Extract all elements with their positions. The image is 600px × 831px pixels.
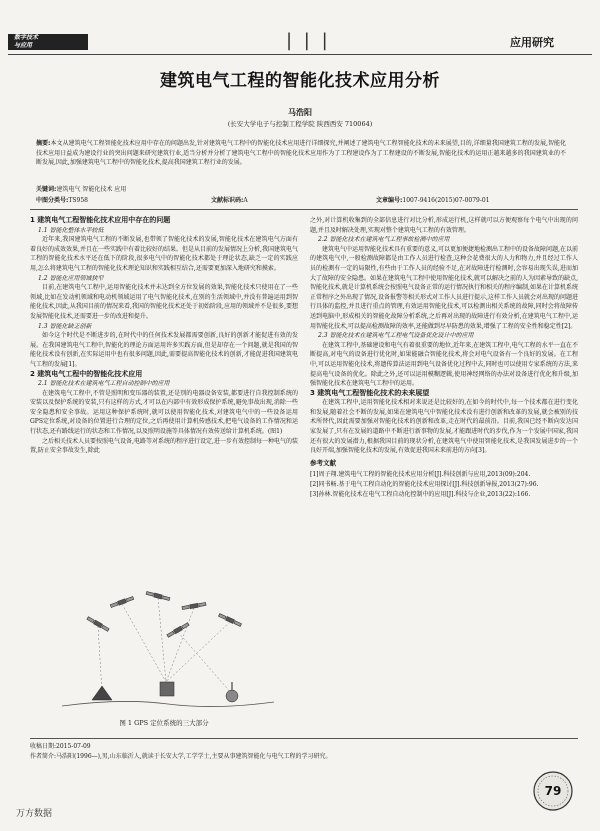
watermark: 万方数据 (16, 809, 53, 819)
gps-figure (62, 590, 274, 714)
author-bio: 作者简介:马浩阳(1996—),男,山东临沂人,就读于长安大学,工学学士,主要从事建筑智能化与电气工程的学习研究。 (30, 752, 332, 760)
paragraph: 如今这个时代是不断进步的,在时代中的任何技术发展都需要创新,良好的创新才能促进有效的发展。在我国建筑电气工程中,智能化的理论方面运用许多实践方面,但是却存在一个问题,就是我国的智能化技术没有创新,在实际运用中也有很多问题,因此,需要提高智能化技术的创新,才能促进我国建筑电气工程的发展[1]。 (30, 332, 298, 368)
keywords-text: 建筑电气 智能化技术 应用 (56, 186, 127, 193)
subsection-heading: 2.3 智能化技术在建筑电气工程电气设备优化设计中的应用 (318, 332, 474, 340)
paragraph: 之外,对计算机收集到的全部信息进行对比分析,形成运行机,这样就可以方便观察每个电气中出现的问题,并且及时解决处理,实现对整个建筑电气工程的有效管理。 (310, 217, 578, 234)
clc-code: 中图分类号:TS958 (36, 197, 88, 204)
ground-station-icon (92, 682, 238, 702)
doc-code: 文献标识码:A (211, 197, 248, 204)
meta-rule (30, 209, 578, 210)
abstract-text: 本文从建筑电气工程智能化技术应用中存在的问题出发,针对建筑电气工程中的智能化技术应用进行详细探究,并阐述了建筑电气工程智能化技术的未来展望,目的,详细量我国建筑工程的发展,智能化技术应用日益成为建设行业的突出问题来研究建筑行业,适当分析并分析了建筑电气工程中的智能化技术应用作为了工程建设作为了工程建设的不断发展,智能化技术的运用正越来越多的我国建筑业的不断发展,因此,加强建筑电气工程中的智能化技术,提高我国建筑工程行业的发展。 (36, 140, 566, 166)
references-list (310, 470, 578, 499)
satellite-icon (87, 591, 242, 638)
abstract (36, 139, 566, 168)
signal-lines (98, 598, 232, 694)
paragraph: 在建筑工程中,运用智能化技术相对来说还是比较好的,在如今的时代中,每一个技术都在进行变化和发展,随着社会不断的发展,如果在建筑电气中智能化技术没有进行创新和改革的发展,就会被别的技术所替代,因此需要加强对智能化技术的创新和改革,走在时代的最前沿。目前,我国已经不断向发达国家发展了,只有在发展的道路中不断进行新事物的发展,才能跟进时代的步伐,作为一个发展中国家,我国还有很大的发展潜力,根据我国目前的现状分析,在建筑电气中使用智能化技术,是我国发展进步的一个良好开端,加强智能化技术的发展,有效促进我国未来前进的方向[3]。 (310, 399, 578, 455)
reference-item: [2]同书畅.基于电气工程自动化的智能化技术应用探讨[J].科技创新导报,2013(27):96. (310, 481, 539, 489)
left-column (30, 216, 298, 456)
badge-line2: 与应用 (14, 42, 33, 49)
article-title: 建筑电气工程的智能化技术应用分析 (160, 71, 440, 91)
figure-caption: 图 1 GPS 定位系统的三大部分 (119, 719, 209, 727)
footnote (30, 742, 550, 761)
author: 马浩阳 (288, 107, 312, 117)
paragraph: 建筑电气中运用智能化技术具有重要的意义,可以更加便捷地检测出工程中的设备故障问题,在以前的建筑电气中,一般检测故障都是由工作人员进行检查,这种会花费很大的人力和物力,并且经过工作人员的检测有一定的局限性,有些由于工作人员的经验不足,在对故障进行检测时,会容易出现失误,进而加大了故障的安全隐患。如果在建筑电气工程中使用智能化技术,就可以解决之前的人为因素导致的缺点,智能化技术,就是计算机系统会按照电气设备正常的运行情况执行和相关的程序编制,如果在计算机系统正常程序之外出现了情况,设备报警等相关形式对工作人员进行提示,这样工作人员就会对出现的问题进行具体的监控,并且进行重点的管理,有效运用智能化技术,可以检测出相关系统的故障,同时会将故障传送到电脑中,形成相关的智能化故障分析系统,之后再对出现的故障进行有效分析,在建筑电气工程中,运用智能化技术,可以提高检测故障的效率,还能做到尽早防患的效果,增强了工程的安全性和稳定性[2]。 (310, 245, 578, 330)
received-date: 收稿日期:2015-07-09 (30, 743, 91, 750)
paragraph: 近年来,我国建筑电气工程的不断发展,也带领了智能化技术的发展,智能化技术在建筑电气方面有着良好的成效效果,并且在一些实践中有着比较好的结果。但是从目前的发展情况上分析,我国建筑电气工程的智能化技术水平还在低下的阶段,很多电气中的智能化技术都处于理论状态,缺乏一定的实践应用,怎么将建筑电气工程的智能化技术理论知识和实践相互结合,还需要更加深入地研究和摸索。 (30, 236, 298, 272)
paragraph: 之后相关技术人员要按照电气设备,电路等对系统的程序进行设定,进一步有效控制每一种电气的装置,防止安全事故发生,除此 (30, 437, 298, 455)
abstract-label: 摘要: (36, 140, 51, 147)
subsection-heading: 1.2 智能化应用领域狭窄 (38, 274, 104, 282)
section-heading: 3 建筑电气工程智能化技术的未来展望 (310, 388, 430, 397)
section-label: 应用研究 (510, 36, 554, 49)
article-number: 文章编号:1007-9416(2015)07-0079-01 (376, 197, 490, 204)
paragraph: 目前,在建筑电气工程中,运用智能化技术并未达到全方位发展的效果,智能化技术只使用在了一些领域,比如在发动机领域和电动机领域运用了电气智能化技术,在别的生活领域中,并没有普遍运用到智能化技术,因此,从我国目前的情况来看,我国的智能化技术还处于初始阶段,应用的领域并不是很多,要想发展智能化技术,还需要进一步的改进和提升。 (30, 284, 298, 320)
paragraph: 在建筑电气工程中,不管是照明和变压器的装置,还是别的电器设备安装,都要进行自我控制系统的安装以及保护系统的安装,只有这样的方式,才可以在内部中有效形成保护系统,避免事故出现,消除一些安全隐患和安全事故。运用这种保护系统时,就可以使用智能化技术,对建筑电气中的一些设备运用GPS定位系统,对设备的位置进行合理的定位,之后再使用计算机传感技术,把电气设备的工作情况和运行状态,还有路线运行的状态和工作情况,以及照明设施等具体情况有效传送给计算机系统。(图1) (30, 389, 298, 436)
section-heading: 2 建筑电气工程中的智能化技术应用 (30, 369, 143, 378)
affiliation: (长安大学电子与控制工程学院 陕西西安 710064) (227, 120, 373, 128)
keywords (36, 184, 126, 193)
terrain-line (62, 701, 274, 706)
reference-item: [1]周子翔.建筑电气工程的智能化技术应用分析[J].科技创新与应用,2013(09):204. (310, 471, 531, 479)
right-column (310, 216, 578, 499)
section-heading: 1 建筑电气工程智能化技术应用中存在的问题 (30, 216, 171, 224)
subsection-heading: 2.2 智能化技术在建筑电气工程事故检测中的应用 (318, 236, 450, 244)
reference-item: [3]孙林.智能化技术在电气工程自动化控制中的应用[J].科技与企业,2013(22):166. (310, 490, 531, 498)
header-bars: | | | (286, 30, 331, 51)
keywords-label: 关键词: (36, 186, 57, 193)
paragraph: 在建筑工程中,基础建设和电气有着很重要的地位,近年来,在建筑工程中,电气工程的水平一直在不断提高,对电气的设备进行优化时,如果能融合智能化技术,将会对电气设备有一个良好的发展。在工程中,可以运用智能化技术,将遗传算法运用到电气设备优化过程中去,同时也可以使用专家系统的方法,来提高电气设备的优化。除此之外,还可以运用模糊逻辑,使用神经网络的办法对设备进行优化和升级,加强智能化技术在建筑电气工程中的运用。 (310, 341, 578, 388)
footnote-rule (30, 738, 578, 739)
references-title: 参考文献 (310, 458, 336, 467)
subsection-heading: 1.3 智能化缺乏创新 (38, 322, 92, 330)
subsection-heading: 1.1 智能化整体水平较低 (38, 226, 104, 234)
page-number: 79 (544, 784, 562, 798)
subsection-heading: 2.1 智能化技术在建筑电气工程自动控制中的应用 (38, 380, 170, 388)
journal-badge (8, 34, 88, 50)
badge-line1: 数字技术 (14, 34, 39, 41)
header-rule (8, 54, 592, 55)
